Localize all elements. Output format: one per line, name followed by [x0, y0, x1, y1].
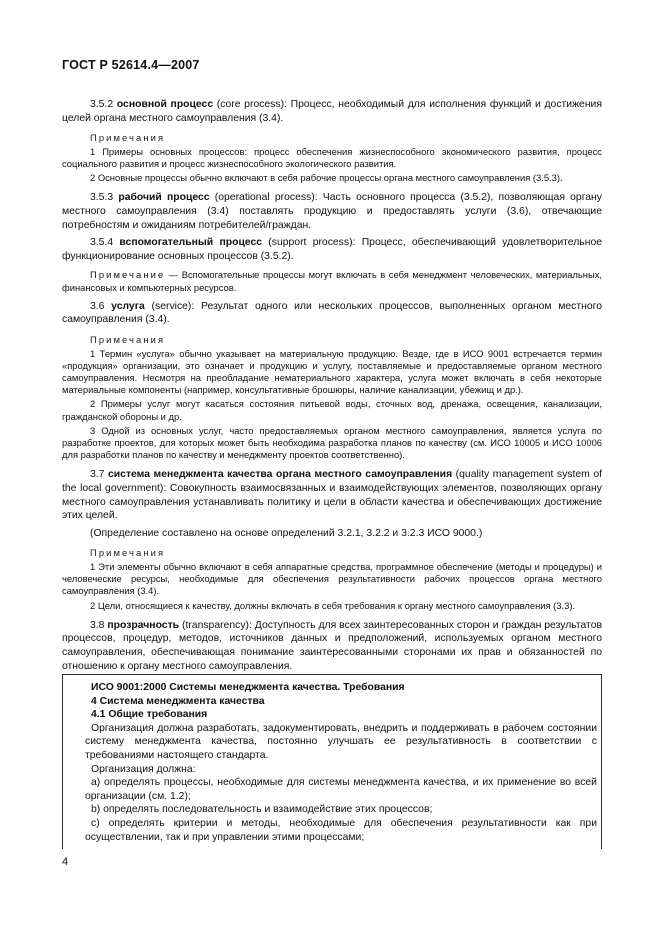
note: 2 Цели, относящиеся к качеству, должны включать в себя требования к органу местного самоуправления (3.3). — [90, 599, 576, 611]
section-3-5-3 — [62, 191, 602, 232]
term: прозрачность — [107, 619, 180, 631]
section-3-5-4 — [62, 236, 602, 263]
note: 1 Примеры основных процессов: процесс обеспечения жизнеспособного экономического развития, процесс социального развития и процесс жизнеспособного экологического развития. — [62, 145, 602, 169]
definition-source: (Определение составлено на основе определений 3.2.1, 3.2.2 и 3.2.3 ИСО 9000.) — [90, 527, 483, 539]
note: 3 Одной из основных услуг, часто предоставляемых органом местного самоуправления, является услуга по разработке проектов, для которых может быть необходима разработка планов по качеству (см. ИСО 10005 и ИСО 10006 для разработки планов по качеству и менеджменту проектов соответственно). — [62, 424, 602, 461]
document-header: ГОСТ Р 52614.4—2007 — [62, 58, 200, 72]
section-3-8 — [62, 619, 602, 673]
box-paragraph: Организация должна: — [91, 763, 196, 775]
section-3-7 — [62, 468, 602, 522]
note: 2 Основные процессы обычно включают в себя рабочие процессы органа местного самоуправления (3.5.3). — [90, 172, 563, 184]
document-body — [62, 98, 602, 677]
iso-quote-box — [62, 674, 602, 849]
box-heading: 4 Система менеджмента качества — [91, 695, 265, 707]
notes-heading: Примечания — [90, 333, 166, 345]
term: система менеджмента качества органа местного самоуправления — [108, 469, 453, 481]
definition: (operational process): Часть основного процесса (3.5.2), позволяющая органу местного самоуправления (3.4) поставлять продукцию и предоставлять услуги (3.6), отвечающие потребностям и ожиданиям потребителей/граждан. — [62, 192, 602, 231]
definition: (support process): Процесс, обеспечивающий удовлетворительное функционирование основных процессов (3.5.2). — [62, 237, 602, 262]
note: 2 Примеры услуг могут касаться состояния питьевой воды, сточных вод, дренажа, освещения, канализации, гражданской обороны и др. — [62, 398, 602, 422]
note: 1 Эти элементы обычно включают в себя аппаратные средства, программное обеспечение (методы и процедуры) и человеческие ресурсы, необходимые для обеспечения результативности рабочих процессов органа местного самоуправления (3.4). — [62, 560, 602, 597]
box-title: ИСО 9001:2000 Системы менеджмента качества. Требования — [91, 682, 405, 693]
notes-heading: Примечания — [90, 547, 166, 559]
section-number: 3.6 — [90, 300, 105, 312]
box-subheading: 4.1 Общие требования — [91, 709, 208, 721]
term: услуга — [111, 300, 145, 312]
note: 1 Термин «услуга» обычно указывает на материальную продукцию. Везде, где в ИСО 9001 встречается термин «продукция» организации, это означает и продукцию и услугу, поставляемые и предоставляемые органом местного самоуправления. Несмотря на преобладание нематериального характера, услуга может включать в себя некоторые материальные компоненты (например, консультативные брошюры, наличие канализации, убежищ и др.). — [62, 347, 602, 396]
definition: (service): Результат одного или нескольких процессов, выполненных органом местного самоуправления (3.4). — [62, 300, 602, 326]
box-paragraph: Организация должна разработать, задокументировать, внедрить и поддерживать в рабочем состоянии систему менеджмента качества, постоянно улучшать ее результативность в соответствии с требованиями настоящего стандарта. — [85, 722, 597, 761]
section-number: 3.7 — [90, 469, 105, 481]
box-list-item: с) определять критерии и методы, необходимые для обеспечения результативности как при осуществлении, так и при управлении этими процессами; — [85, 817, 597, 843]
section-3-5-2 — [62, 98, 602, 125]
definition: (core process): Процесс, необходимый для исполнения функций и достижения целей органа местного самоуправления (3.4). — [62, 99, 602, 124]
section-number: 3.5.2 — [90, 99, 114, 110]
definition: (transparency): Доступность для всех заинтересованных сторон и граждан результатов процессов, процедур, методов, источников данных и предположений, используемых органом местного самоуправления, обеспечивающая понимание заинтересованными сторонами их прав и обязанностей по отношению к органу местного самоуправления. — [62, 619, 602, 672]
note — [62, 269, 602, 293]
note-text: — Вспомогательные процессы могут включать в себя менеджмент человеческих, материальных, финансовых и компьютерных ресурсов. — [62, 269, 602, 293]
term: вспомогательный процесс — [119, 237, 263, 249]
term: основной процесс — [116, 99, 214, 110]
page-number: 4 — [62, 856, 69, 868]
note-label: Примечание — [90, 269, 166, 281]
box-list-item: b) определять последовательность и взаимодействие этих процессов; — [91, 804, 433, 816]
notes-heading: Примечания — [90, 132, 166, 144]
definition: (quality management system of the local government): Совокупность взаимосвязанных и взаимодействующих элементов, позволяющих органу местного самоуправления устанавливать политику и цели в области качества и обеспечивающих достижение этих целей. — [62, 469, 603, 522]
box-list-item: а) определять процессы, необходимые для системы менеджмента качества, и их применение во всей организации (см. 1.2); — [85, 777, 597, 802]
section-number: 3.5.3 — [90, 192, 114, 204]
section-number: 3.8 — [90, 619, 105, 631]
term: рабочий процесс — [118, 192, 210, 204]
section-3-6 — [62, 300, 602, 327]
section-number: 3.5.4 — [90, 237, 114, 249]
